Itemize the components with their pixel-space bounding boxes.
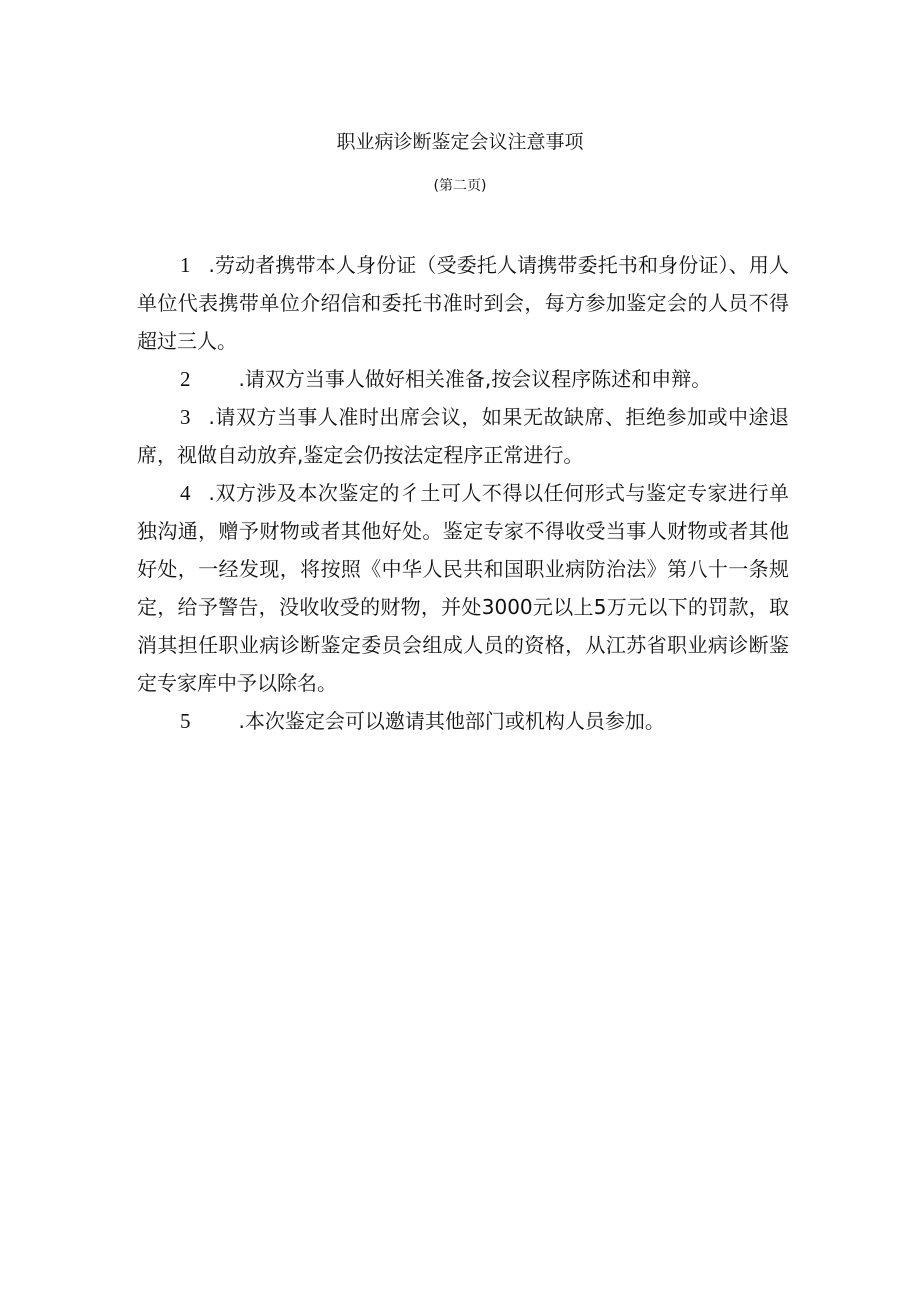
item-number: 2 xyxy=(180,367,191,391)
page-subtitle: (第二页) xyxy=(433,178,487,194)
item-text: .本次鉴定会可以邀请其他部门或机构人员参加。 xyxy=(238,709,665,733)
notice-item-3 xyxy=(137,398,789,474)
notice-item-4 xyxy=(137,474,789,702)
notice-item-5 xyxy=(137,702,789,740)
item-number: 3 xyxy=(180,405,191,429)
document-title: 职业病诊断鉴定会议注意事项 xyxy=(336,131,584,153)
item-number: 4 xyxy=(180,481,191,505)
item-text: .劳动者携带本人身份证（受委托人请携带委托书和身份证）、用人单位代表携带单位介绍信和委托书准时到会，每方参加鉴定会的人员不得超过三人。 xyxy=(137,253,789,353)
item-number: 5 xyxy=(180,709,191,733)
item-text: .请双方当事人做好相关准备,按会议程序陈述和申辩。 xyxy=(238,367,712,391)
notice-item-1 xyxy=(137,246,789,360)
item-number: 1 xyxy=(180,253,191,277)
notice-list xyxy=(137,246,789,740)
item-text: .双方涉及本次鉴定的彳土可人不得以任何形式与鉴定专家进行单独沟通，赠予财物或者其他好处。鉴定专家不得收受当事人财物或者其他好处，一经发现，将按照《中华人民共和国职业病防治法》第八十一条规定，给予警告，没收收受的财物，并处3000元以上5万元以下的罚款，取消其担任职业病诊断鉴定委员会组成人员的资格，从江苏省职业病诊断鉴定专家库中予以除名。 xyxy=(137,481,789,695)
notice-item-2 xyxy=(137,360,789,398)
item-text: .请双方当事人准时出席会议，如果无故缺席、拒绝参加或中途退席，视做自动放弃,鉴定会仍按法定程序正常进行。 xyxy=(137,405,789,467)
